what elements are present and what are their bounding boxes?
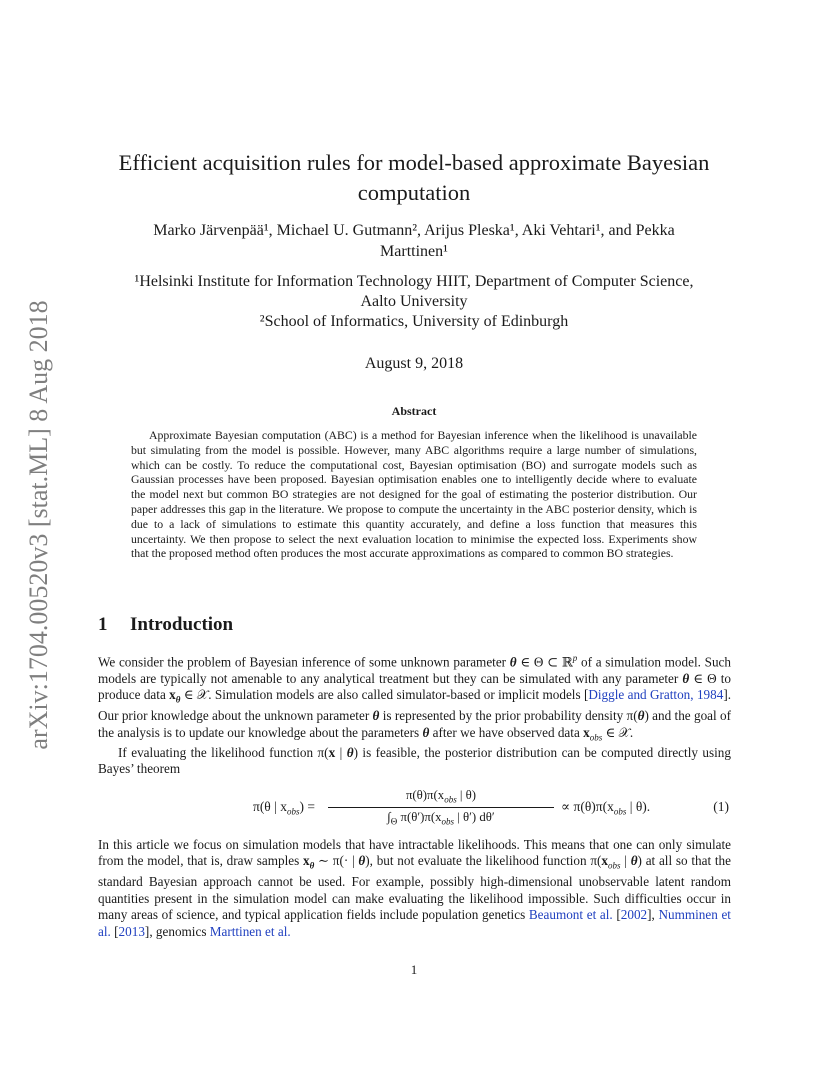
citation-link[interactable]: Marttinen et al. [209, 923, 291, 939]
abstract-text: Approximate Bayesian computation (ABC) is a method for Bayesian inference when the likelihood is unavailable but simulating from the model is possible. However, many ABC algorithms require a large number of simulations, which can be costly. To reduce the computational cost, Bayesian optimisation (BO) and surrogate models such as Gaussian processes have been proposed. Bayesian optimisation enables one to intelligently decide where to evaluate the model next but common BO strategies are not designed for the goal of estimating the posterior distribution. Our paper addresses this gap in the literature. We propose to compute the uncertainty in the ABC posterior density, which is due to a lack of simulations to estimate this quantity accurately, and define a loss function that measures this uncertainty. We then propose to select the next evaluation location to minimise the expected loss. Experiments show that the proposed method often produces the most accurate approximations as compared to common BO strategies. [131, 428, 697, 561]
title-line-1: Efficient acquisition rules for model-based approximate Bayesian [118, 150, 710, 175]
abstract-heading: Abstract [391, 404, 437, 418]
equation-1 [98, 788, 731, 826]
citation-link[interactable]: Beaumont et al. [528, 907, 613, 923]
equation-numerator: $\pi(\theta)\pi(x_{obs}$ | θ) [328, 788, 554, 808]
equation-fraction [328, 788, 554, 826]
equation-rhs: ∝ $\pi(\theta)\pi(x_{obs}$ | θ). [561, 799, 651, 817]
equation-lhs: π(θ | $x_{obs}$) = [253, 799, 315, 817]
affiliation-line-3: ²School of Informatics, University of Edinburgh [259, 313, 569, 330]
title-line-2: computation [357, 180, 471, 205]
paper-date: August 9, 2018 [364, 355, 464, 372]
section-number: 1 [98, 614, 108, 635]
affiliation-line-1: ¹Helsinki Institute for Information Technology HIIT, Department of Computer Science, [134, 273, 694, 290]
equation-number: (1) [713, 799, 729, 814]
affiliations [100, 272, 728, 332]
citation-link[interactable]: Numminen et al. [98, 907, 731, 939]
intro-paragraph-2: If evaluating the likelihood function π(x | θ) is feasible, the posterior distribution can be computed directly using Bayes’ theorem [98, 745, 731, 777]
section-title: Introduction [130, 614, 234, 635]
authors-line-2: Marttinen¹ [380, 243, 448, 260]
intro-paragraph-3: In this article we focus on simulation models that have intractable likelihoods. This means that one can only simulate from the model, that is, draw samples $x_\theta$ ∼ π(· | θ), but not evaluate the likelihood function $\pi(x_{obs}$ | θ) at all so that the standard Bayesian approach cannot be used. For example, possibly high-dimensional unobservable latent random quantities present in the simulation model can make evaluating the likelihood impossible. Such difficulties occur in many areas of science, and typical application fields include population genetics Beaumont et al. [2002], Numminen et al. [2013], genomics Marttinen et al. [98, 837, 732, 939]
citation-year-link[interactable]: 2002 [620, 907, 648, 923]
intro-paragraph-1: We consider the problem of Bayesian inference of some unknown parameter θ ∈ Θ ⊂ ℝ$^p$ of a simulation model. Such models are typically not amenable to any analytical treatment but they can be simulated with any parameter θ ∈ Θ to produce data $x_\theta$ ∈ 𝒳. Simulation models are also called simulator-based or implicit models [Diggle and Gratton, 1984]. Our prior knowledge about the unknown parameter θ is represented by the prior probability density π(θ) and the goal of the analysis is to update our knowledge about the parameters θ after we have observed data $x_{obs}$ ∈ 𝒳. [98, 653, 732, 743]
citation-year-link[interactable]: 2013 [118, 923, 145, 939]
section-heading [98, 614, 233, 636]
abstract-body [131, 428, 697, 561]
arxiv-identifier: arXiv:1704.00520v3 [stat.ML] 8 Aug 2018 [24, 300, 53, 750]
paper-title [0, 148, 828, 208]
equation-denominator: $\int_\Theta$ $\pi(\theta')\pi(x_{obs}$ | θ′) dθ′ [387, 809, 495, 827]
affiliation-line-2: Aalto University [360, 293, 468, 310]
author-list [110, 220, 718, 262]
page-number: 1 [410, 962, 418, 977]
citation-link[interactable]: Diggle and Gratton, 1984 [588, 687, 724, 703]
authors-line-1: Marko Järvenpää¹, Michael U. Gutmann², Arijus Pleska¹, Aki Vehtari¹, and Pekka [153, 222, 675, 239]
